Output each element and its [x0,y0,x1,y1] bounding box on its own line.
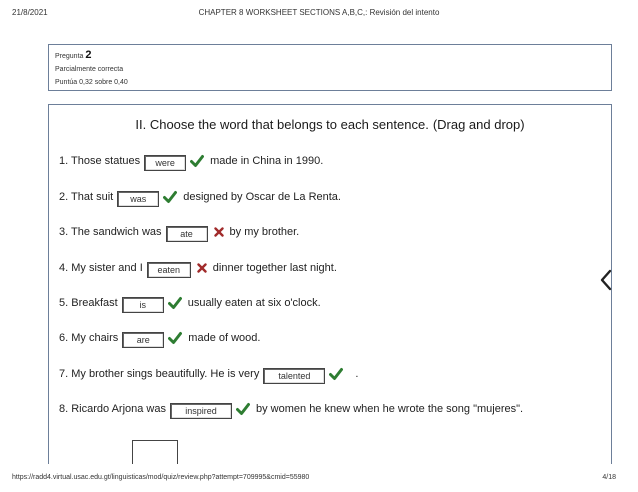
drop-answer-box[interactable]: ate [166,226,208,242]
cross-icon [214,227,224,237]
drop-answer-box[interactable]: inspired [170,403,232,419]
question-state: Parcialmente correcta [55,66,124,73]
sentence-row [59,222,299,242]
sentence-text-before: 7. My brother sings beautifully. He is very [59,368,260,380]
check-icon [163,190,177,204]
drop-answer-box[interactable]: is [122,297,164,313]
sentence-text-before: 4. My sister and I [59,262,143,274]
page-counter: 4/18 [602,474,616,481]
question-label: Pregunta [55,53,84,60]
sentence-text-before: 8. Ricardo Arjona was [59,403,166,415]
question-title [49,117,611,132]
drop-answer-box[interactable]: talented [263,368,325,384]
sentence-text-after: made in China in 1990. [210,155,324,167]
page-url: https://radd4.virtual.usac.edu.gt/linguisticas/mod/quiz/review.php?attempt=709995&cmid=55980 [12,474,310,481]
print-title: CHAPTER 8 WORKSHEET SECTIONS A,B,C,: Revisión del intento [198,8,440,17]
check-icon [190,154,204,168]
sentence-row [59,151,323,171]
sentence-text-before: 1. Those statues [59,155,141,167]
question-score: Puntúa 0,32 sobre 0,40 [55,79,128,86]
question-number: 2 [85,49,92,61]
check-icon [168,331,182,345]
check-icon [168,296,182,310]
sentence-row [59,364,358,384]
sentence-row [59,187,341,207]
sentence-row [59,399,523,419]
drop-answer-box[interactable]: were [144,155,186,171]
sentence-text-after: by women he knew when he wrote the song "mujeres". [256,403,524,415]
sentence-text-after: dinner together last night. [212,262,337,274]
question-info-box [48,44,612,91]
cross-icon [197,263,207,273]
sentence-text-before: 3. The sandwich was [59,226,162,238]
sentence-text-after: . [355,368,359,380]
sentence-text-before: 2. That suit [59,191,114,203]
sentence-row [59,328,260,348]
drop-answer-box[interactable]: eaten [147,262,191,278]
chevron-left-icon[interactable] [599,269,613,291]
question-number-line [55,49,611,63]
question-content-box [48,104,612,464]
sentence-text-after: by my brother. [229,226,300,238]
check-icon [236,402,250,416]
drop-answer-box[interactable]: are [122,332,164,348]
sentence-row [59,293,321,313]
question-title-sub: (Drag and drop) [432,117,525,132]
sentence-text-before: 6. My chairs [59,332,119,344]
sentence-text-before: 5. Breakfast [59,297,118,309]
sentence-text-after: designed by Oscar de La Renta. [183,191,341,203]
drag-source-box[interactable] [132,440,178,464]
sentence-text-after: made of wood. [188,332,261,344]
print-date: 21/8/2021 [12,8,48,17]
question-title-main: II. Choose the word that belongs to each sentence. [135,117,429,132]
sentence-text-after: usually eaten at six o'clock. [187,297,321,309]
check-icon [329,367,343,381]
sentence-row [59,258,337,278]
drop-answer-box[interactable]: was [117,191,159,207]
